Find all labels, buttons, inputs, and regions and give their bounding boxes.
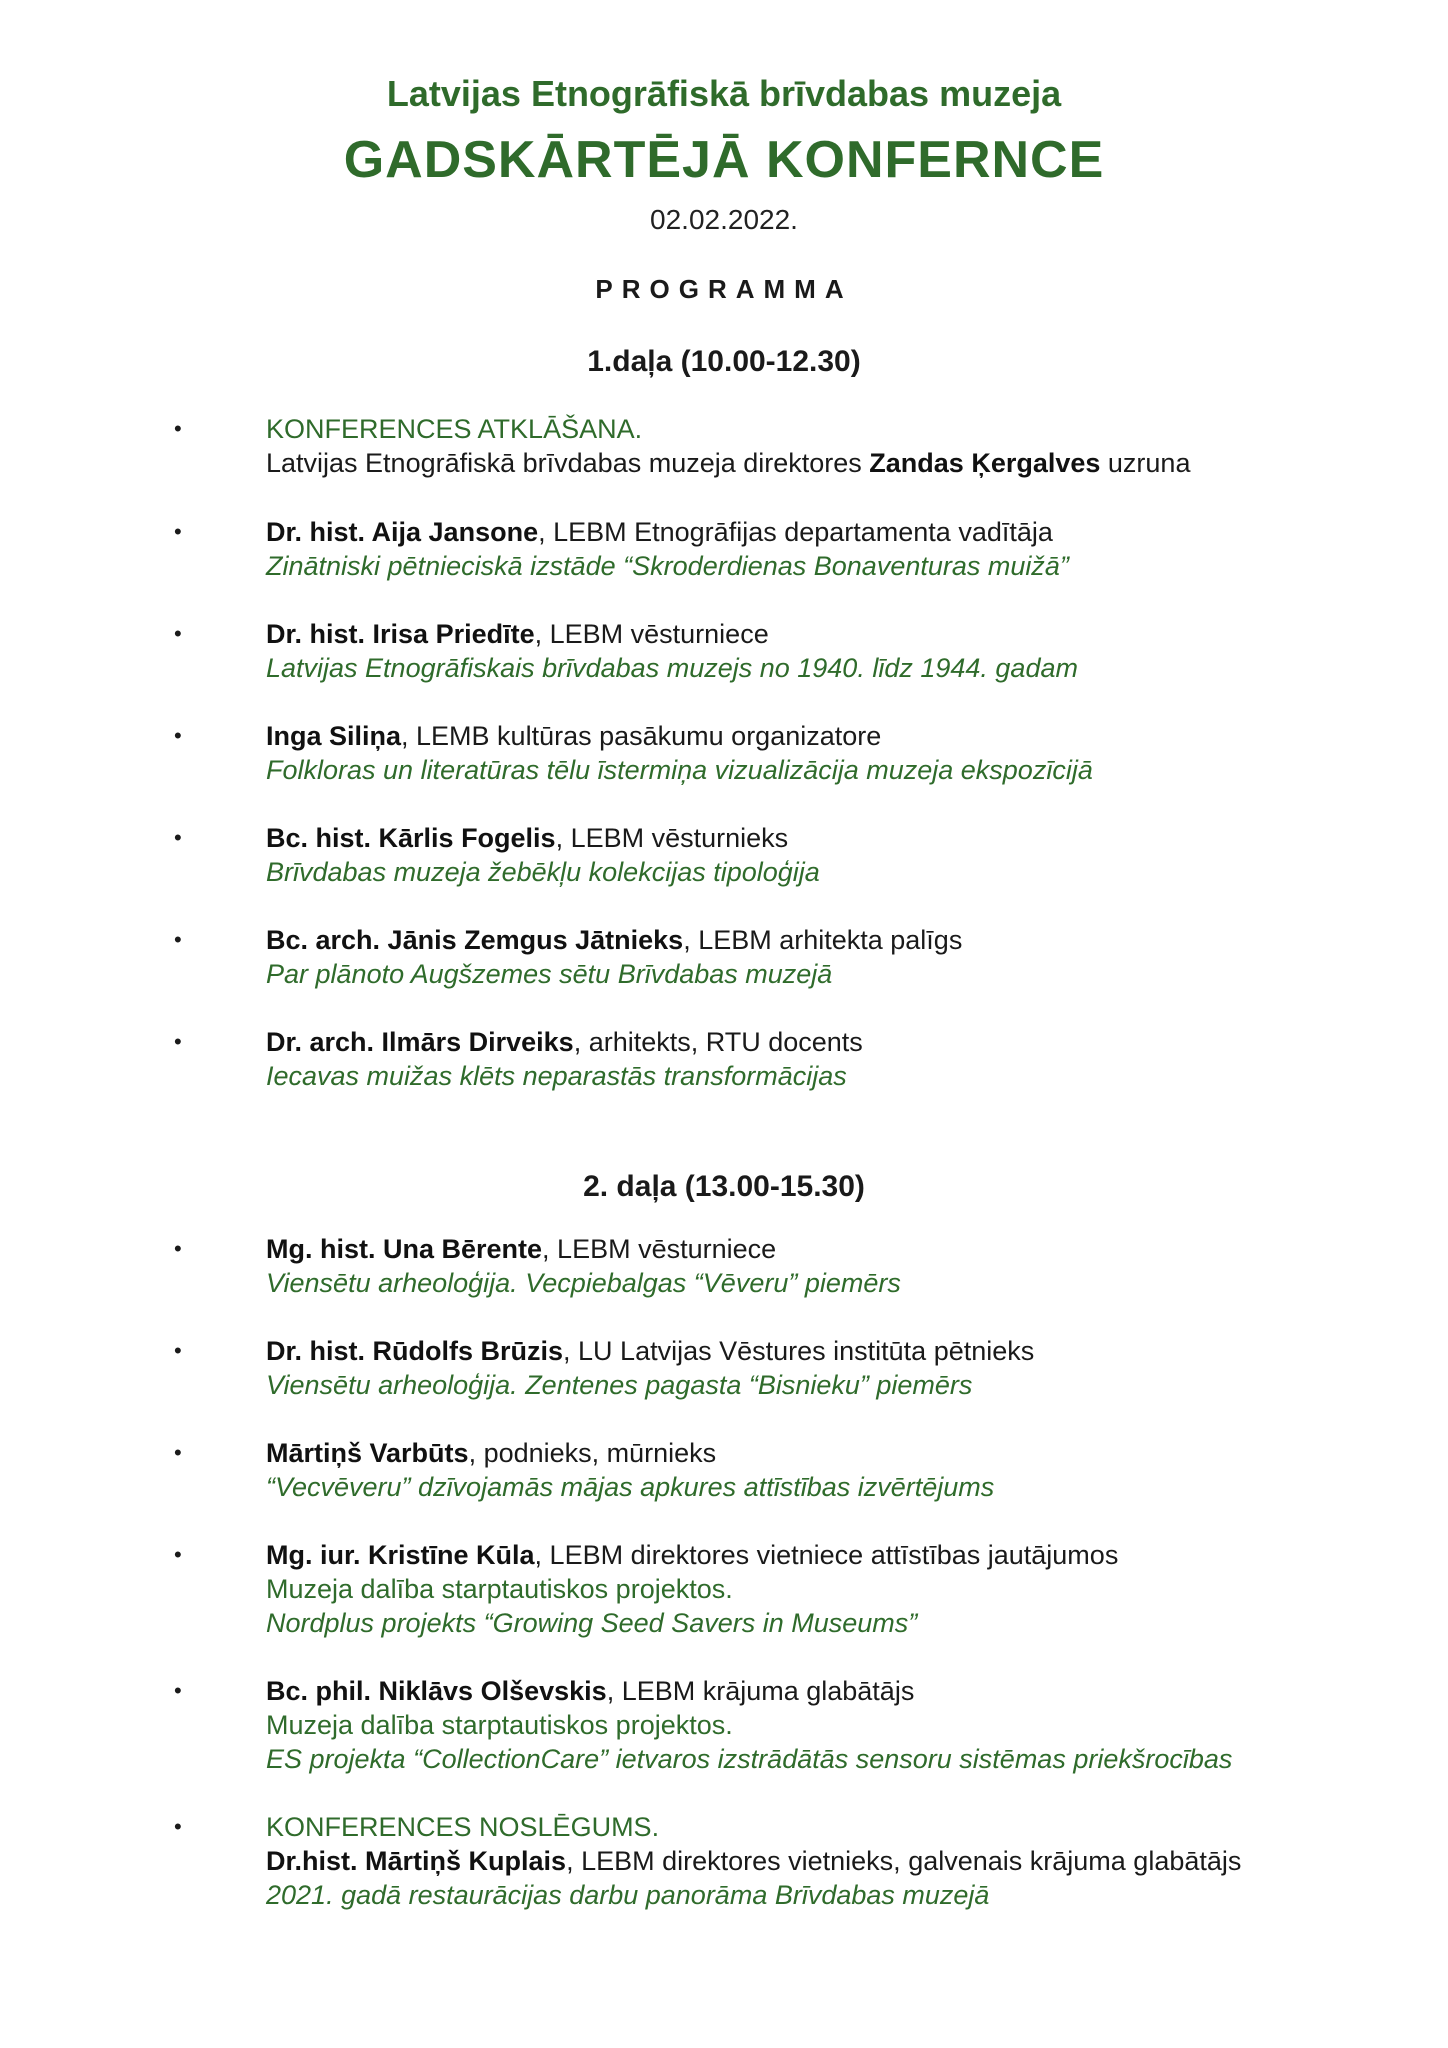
bullet-icon: •: [174, 927, 182, 952]
speaker-line: [266, 1674, 1426, 1708]
opening-post: uzruna: [1100, 448, 1191, 478]
bullet-icon: •: [174, 1029, 182, 1054]
bullet-icon: •: [174, 1338, 182, 1363]
speaker-line: [266, 1538, 1426, 1572]
speaker-role: , arhitekts, RTU docents: [573, 1027, 863, 1057]
bullet-icon: •: [174, 416, 182, 441]
speaker-line: [266, 719, 1426, 753]
speaker-role: , LEBM vēsturnieks: [555, 823, 789, 853]
speaker-line: [266, 923, 1426, 957]
speaker-name: Bc. phil. Niklāvs Olševskis: [266, 1676, 607, 1706]
speaker-line: [266, 1334, 1426, 1368]
talk-topic-intro: Muzeja dalība starptautiskos projektos.: [266, 1710, 733, 1740]
speaker-role: , LEBM direktores vietniece attīstības jautājumos: [534, 1540, 1119, 1570]
bullet-icon: •: [174, 1440, 182, 1465]
opening-text: [266, 446, 1426, 480]
speaker-name: Dr. hist. Aija Jansone: [266, 517, 539, 547]
part2-heading: 2. daļa (13.00-15.30): [583, 1170, 865, 1203]
speaker-line: [266, 1232, 1426, 1266]
speaker-name: Inga Siliņa: [266, 721, 402, 751]
organization-name: Latvijas Etnogrāfiskā brīvdabas muzeja: [386, 73, 1062, 114]
speaker-role: , LEBM vēsturniece: [542, 1234, 777, 1264]
speaker-name: Bc. hist. Kārlis Fogelis: [266, 823, 556, 853]
program-label: PROGRAMMA: [595, 274, 853, 304]
speaker-line: [266, 1436, 1426, 1470]
closing-heading: KONFERENCES NOSLĒGUMS.: [266, 1812, 660, 1842]
bullet-icon: •: [174, 1542, 182, 1567]
bullet-icon: •: [174, 519, 182, 544]
bullet-icon: •: [174, 1678, 182, 1703]
talk-topic: 2021. gadā restaurācijas darbu panorāma Brīvdabas muzejā: [266, 1880, 990, 1910]
bullet-icon: •: [174, 621, 182, 646]
part1-heading: 1.daļa (10.00-12.30): [587, 345, 861, 378]
conference-date: 02.02.2022.: [650, 204, 798, 235]
talk-topic: Latvijas Etnogrāfiskais brīvdabas muzejs no 1940. līdz 1944. gadam: [266, 653, 1078, 683]
speaker-line: [266, 1844, 1426, 1878]
speaker-role: , LEBM vēsturniece: [534, 619, 769, 649]
speaker-role: , LEMB kultūras pasākumu organizatore: [401, 721, 882, 751]
speaker-role: , LEBM direktores vietnieks, galvenais krājuma glabātājs: [566, 1846, 1242, 1876]
bullet-icon: •: [174, 723, 182, 748]
talk-topic: Nordplus projekts “Growing Seed Savers in Museums”: [266, 1608, 918, 1638]
speaker-name: Dr. hist. Rūdolfs Brūzis: [266, 1336, 564, 1366]
opening-name: Zandas Ķergalves: [869, 448, 1101, 478]
speaker-line: [266, 1025, 1426, 1059]
speaker-role: , podnieks, mūrnieks: [468, 1438, 717, 1468]
speaker-name: Mg. hist. Una Bērente: [266, 1234, 543, 1264]
bullet-icon: •: [174, 1236, 182, 1261]
talk-topic: ES projekta “CollectionCare” ietvaros izstrādātās sensoru sistēmas priekšrocības: [266, 1744, 1233, 1774]
bullet-icon: •: [174, 1814, 182, 1839]
talk-topic: Brīvdabas muzeja žebēkļu kolekcijas tipoloģija: [266, 857, 820, 887]
speaker-name: Dr.hist. Mārtiņš Kuplais: [266, 1846, 567, 1876]
conference-title: GADSKĀRTĒJĀ KONFERNCE: [343, 131, 1105, 189]
opening-pre: Latvijas Etnogrāfiskā brīvdabas muzeja direktores: [266, 448, 870, 478]
talk-topic: Par plānoto Augšzemes sētu Brīvdabas muzejā: [266, 959, 833, 989]
opening-heading: KONFERENCES ATKLĀŠANA.: [266, 414, 643, 444]
talk-topic: “Vecvēveru” dzīvojamās mājas apkures attīstības izvērtējums: [266, 1472, 995, 1502]
speaker-role: , LEBM arhitekta palīgs: [683, 925, 963, 955]
bullet-icon: •: [174, 825, 182, 850]
speaker-name: Bc. arch. Jānis Zemgus Jātnieks: [266, 925, 684, 955]
speaker-name: Dr. arch. Ilmārs Dirveiks: [266, 1027, 574, 1057]
speaker-line: [266, 515, 1426, 549]
talk-topic: Viensētu arheoloģija. Zentenes pagasta “Bisnieku” piemērs: [266, 1370, 973, 1400]
talk-topic-intro: Muzeja dalība starptautiskos projektos.: [266, 1574, 733, 1604]
talk-topic: Viensētu arheoloģija. Vecpiebalgas “Vēveru” piemērs: [266, 1268, 901, 1298]
speaker-role: , LEBM krājuma glabātājs: [606, 1676, 915, 1706]
speaker-role: , LEBM Etnogrāfijas departamenta vadītāja: [538, 517, 1053, 547]
speaker-role: , LU Latvijas Vēstures institūta pētnieks: [563, 1336, 1035, 1366]
speaker-line: [266, 821, 1426, 855]
speaker-line: [266, 617, 1426, 651]
speaker-name: Mārtiņš Varbūts: [266, 1438, 469, 1468]
talk-topic: Zinātniski pētnieciskā izstāde “Skroderdienas Bonaventuras muižā”: [266, 551, 1069, 581]
talk-topic: Folkloras un literatūras tēlu īstermiņa vizualizācija muzeja ekspozīcijā: [266, 755, 1093, 785]
speaker-name: Mg. iur. Kristīne Kūla: [266, 1540, 535, 1570]
speaker-name: Dr. hist. Irisa Priedīte: [266, 619, 535, 649]
talk-topic: Iecavas muižas klēts neparastās transformācijas: [266, 1061, 847, 1091]
